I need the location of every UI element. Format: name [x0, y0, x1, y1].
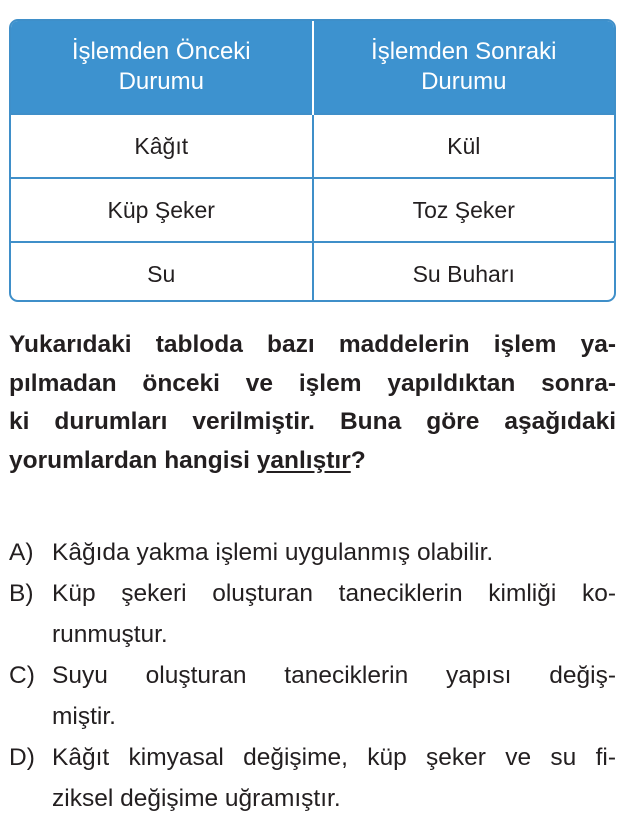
- option-text: [52, 532, 616, 573]
- table-cell-after: Kül: [313, 114, 615, 178]
- question-line-last: [9, 442, 616, 481]
- option-line: Kâğıda yakma işlemi uygulanmış olabilir.: [52, 539, 494, 566]
- header-after: [313, 21, 615, 114]
- option-line: ziksel değişime uğramıştır.: [52, 785, 341, 812]
- option-line: Suyu oluşturan taneciklerin yapısı değiş-: [52, 662, 616, 689]
- header-before: [11, 21, 313, 114]
- table-cell-after: Su Buharı: [313, 242, 615, 302]
- option-letter: C): [9, 662, 35, 689]
- option-text: [52, 655, 616, 737]
- question-last-prefix: yorumlardan hangisi: [9, 446, 257, 474]
- option-b[interactable]: [9, 573, 616, 655]
- option-c[interactable]: [9, 655, 616, 737]
- table-cell-after: Toz Şeker: [313, 178, 615, 242]
- table-cell-before: Kâğıt: [11, 114, 313, 178]
- comparison-table-grid: [11, 21, 614, 302]
- option-text: [52, 737, 616, 819]
- option-line: Kâğıt kimyasal değişime, küp şeker ve su fi-: [52, 744, 616, 771]
- option-d[interactable]: [9, 737, 616, 819]
- option-letter: A): [9, 539, 34, 566]
- table-row: [11, 178, 614, 242]
- option-line: runmuştur.: [52, 621, 168, 648]
- table-row: [11, 242, 614, 302]
- table-row: [11, 114, 614, 178]
- answer-options: [9, 532, 616, 819]
- question-text: [9, 326, 616, 480]
- option-text: [52, 573, 616, 655]
- comparison-table: [9, 19, 616, 302]
- option-letter: D): [9, 744, 35, 771]
- table-cell-before: Küp Şeker: [11, 178, 313, 242]
- question-line: ki durumları verilmiştir. Buna göre aşağıdaki: [9, 408, 616, 435]
- header-after-line-1: İşlemden Sonraki: [371, 38, 557, 65]
- header-before-line-1: İşlemden Önceki: [71, 38, 251, 65]
- table-cell-before: Su: [11, 242, 313, 302]
- question-line: Yukarıdaki tabloda bazı maddelerin işlem ya-: [9, 331, 616, 358]
- option-line: miştir.: [52, 703, 116, 730]
- table-header-row: [11, 21, 614, 114]
- question-underlined-word: yanlıştır: [256, 446, 351, 474]
- header-before-line-2: Durumu: [118, 68, 204, 95]
- question-last-suffix: ?: [350, 446, 366, 474]
- option-letter: B): [9, 580, 34, 607]
- question-line: pılmadan önceki ve işlem yapıldıktan sonra-: [9, 369, 616, 397]
- header-after-line-2: Durumu: [421, 68, 507, 95]
- option-line: Küp şekeri oluşturan taneciklerin kimliği ko-: [52, 580, 616, 607]
- option-a[interactable]: [9, 532, 616, 573]
